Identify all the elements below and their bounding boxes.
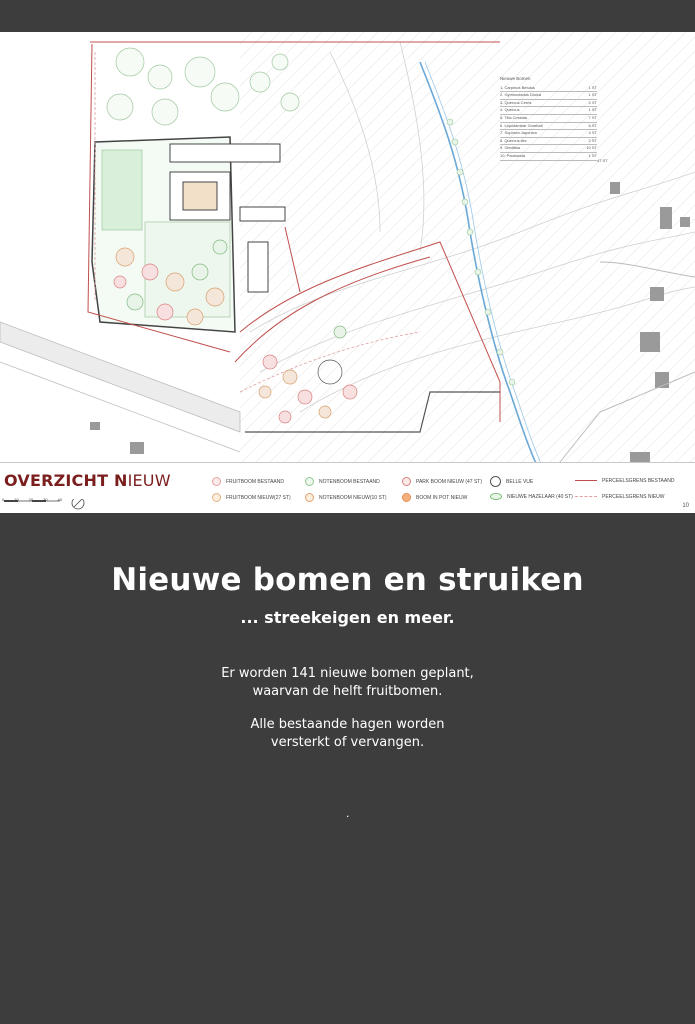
map-legend-bar [0,462,695,513]
legend-fruit-existing: FRUITBOOM BESTAAND [212,477,284,487]
dashed-line-icon [575,496,597,497]
legend-fruit-new: FRUITBOOM NIEUW(27 ST) [212,493,291,503]
list-item: 7. Sophora Japonica 4 ST [500,130,597,138]
legend-park-tree-new: PARK BOOM NIEUW (47 ST) [402,477,482,487]
page-title: Nieuwe bomen en struiken [111,562,584,598]
legend-hazel-new: NIEUWE HAZELAAR (40 ST) [490,493,573,502]
dot-mark: . [346,806,350,820]
circle-icon [212,493,221,502]
circle-icon [402,477,411,486]
scale-label: 40 [57,497,62,502]
list-item: 8. Quercus ilex 2 ST [500,138,597,146]
scale-label: 0 [2,497,5,502]
legend-boundary-existing: PERCEELSGRENS BESTAAND [575,477,674,486]
legend-title: OVERZICHT NIEUW [4,471,171,490]
scale-label: 10 [14,497,19,502]
legend-walnut-existing: NOTENBOOM BESTAAND [305,477,380,487]
list-item: 9. Gleditsia 10 ST [500,145,597,153]
tree-table-total: 47 ST [597,158,608,163]
list-item: 2. Gymnocladus Dioica 1 ST [500,92,597,100]
list-item: 6. Liquidambar Gumball 6 ST [500,123,597,131]
list-item: 4. Quercus 1 ST [500,107,597,115]
legend-belle-vue: BELLE VUE [490,476,533,487]
list-item: 10. Paulownia 1 ST [500,153,597,161]
legend-boundary-new: PERCEELSGRENS NIEUW [575,493,665,502]
paragraph-trees: Er worden 141 nieuwe bomen geplant, waarvan de helft fruitbomen. [221,666,474,699]
list-item: 5. Tilia Cordata 7 ST [500,115,597,123]
list-item: 3. Quercus Cerris 4 ST [500,100,597,108]
scale-label: 20 [28,497,34,502]
circle-icon [402,493,411,502]
scale-bar [2,499,92,518]
circle-icon [490,476,501,487]
circle-icon [305,477,314,486]
legend-walnut-new: NOTENBOOM NIEUW(10 ST) [305,493,387,503]
site-plan-map [0,32,695,512]
scale-label: 30 [43,497,48,502]
north-arrow-icon [72,499,84,509]
new-trees-table [500,76,597,161]
line-icon [575,480,597,481]
circle-icon [305,493,314,502]
page-number: 10 [682,503,689,509]
tree-table-header: Nieuwe Bomen [500,76,531,81]
paragraph-hedges: Alle bestaande hagen worden versterkt of vervangen. [250,717,445,750]
list-item: 1. Carpinus Betulus 1 ST [500,85,597,93]
legend-pot-tree-new: BOOM IN POT NIEUW [402,493,467,503]
page-subtitle: ... streekeigen en meer. [240,608,455,627]
shrub-icon [490,493,502,500]
circle-icon [212,477,221,486]
